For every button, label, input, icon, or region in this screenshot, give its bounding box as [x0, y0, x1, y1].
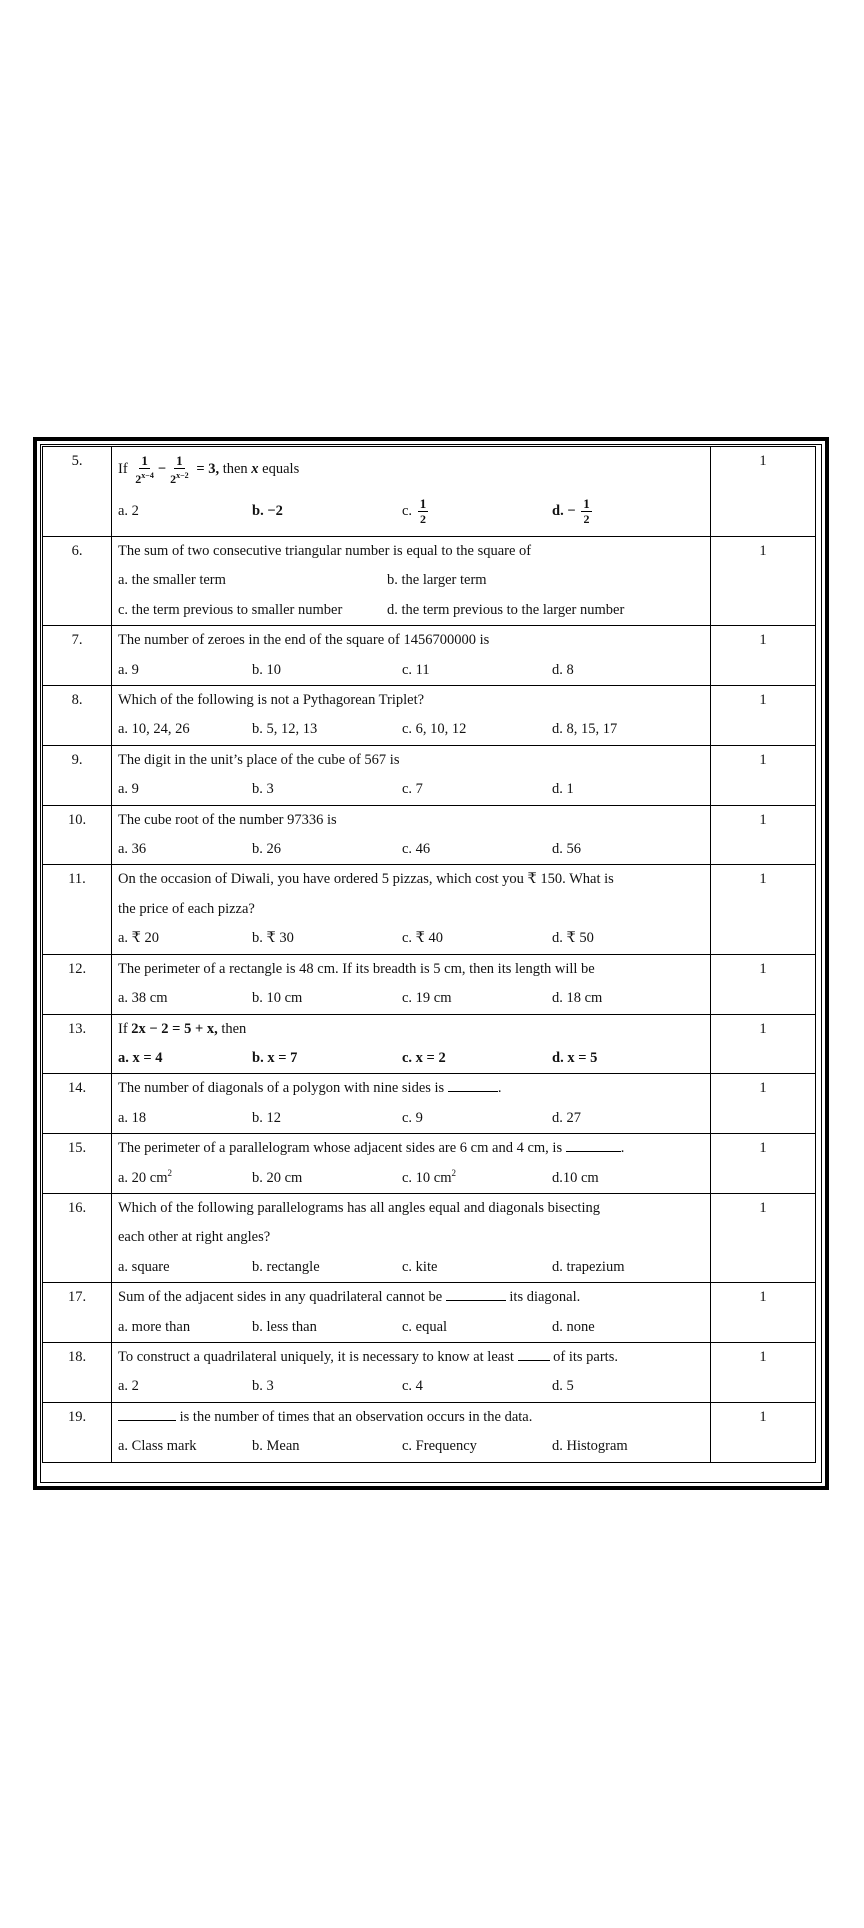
option-a: a. x = 4 — [118, 1049, 163, 1066]
options — [118, 1372, 710, 1401]
option-c: c. 46 — [402, 841, 431, 858]
option-d: d. 5 — [552, 1378, 574, 1395]
option-d: d. the term previous to the larger number — [387, 601, 625, 618]
options — [118, 1164, 710, 1193]
question-text: is the number of times that an observation occurs in the data. — [118, 1403, 710, 1432]
option-b: b. 3 — [252, 1378, 274, 1395]
question-number: 12. — [43, 954, 112, 1014]
question-cell — [112, 447, 711, 537]
fraction: $\frac{1}{2^{x-2}}$ — [170, 452, 189, 486]
questions-table — [42, 446, 816, 1463]
question-number: 19. — [43, 1402, 112, 1462]
question-row-9 — [43, 745, 816, 805]
question-row-13 — [43, 1014, 816, 1074]
option-a: a. Class mark — [118, 1438, 197, 1455]
options — [118, 656, 710, 685]
option-b: b. 20 cm — [252, 1169, 303, 1186]
option-d: d. Histogram — [552, 1438, 628, 1455]
marks: 1 — [711, 1402, 816, 1462]
question-text: If $\frac{1}{2^{x-4}}$ − $\frac{1}{2^{x-2}}$ = 3, then x equals — [118, 452, 300, 486]
question-text: If 2x − 2 = 5 + x, then — [118, 1020, 247, 1037]
answer-blank — [566, 1139, 621, 1152]
question-row-5 — [43, 447, 816, 537]
marks: 1 — [711, 1014, 816, 1074]
option-d: d. 27 — [552, 1109, 581, 1126]
options — [118, 775, 710, 804]
question-number: 15. — [43, 1134, 112, 1194]
question-cell — [112, 626, 711, 686]
option-a: a. 20 $cm^2$ — [118, 1167, 173, 1186]
option-c: c. 10 $cm^2$ — [402, 1167, 457, 1186]
option-a: a. square — [118, 1258, 170, 1275]
marks: 1 — [711, 1193, 816, 1282]
question-text-line-2: the price of each pizza? — [118, 900, 255, 917]
question-cell — [112, 686, 711, 746]
option-b: b. 10 — [252, 661, 281, 678]
options — [118, 1044, 710, 1073]
question-text-line-1: Which of the following parallelograms has all angles equal and diagonals bisecting — [118, 1199, 600, 1216]
marks: 1 — [711, 1074, 816, 1134]
option-b: b. Mean — [252, 1438, 300, 1455]
question-cell — [112, 805, 711, 865]
question-row-19 — [43, 1402, 816, 1462]
question-sheet — [33, 437, 829, 1490]
question-cell — [112, 1283, 711, 1343]
question-cell — [112, 537, 711, 626]
question-text: The perimeter of a parallelogram whose adjacent sides are 6 cm and 4 cm, is . — [118, 1140, 625, 1157]
option-a: a. ₹ 20 — [118, 930, 160, 947]
option-d: d. 56 — [552, 841, 581, 858]
question-number: 6. — [43, 537, 112, 626]
options — [118, 924, 710, 953]
option-c: c. 9 — [402, 1109, 423, 1126]
question-text-line-1: On the occasion of Diwali, you have ordered 5 pizzas, which cost you ₹ 150. What is — [118, 871, 614, 888]
option-a: a. 10, 24, 26 — [118, 721, 190, 738]
option-b: b. less than — [252, 1318, 317, 1335]
question-text: The cube root of the number 97336 is — [118, 811, 337, 828]
question-row-7 — [43, 626, 816, 686]
options — [118, 1253, 710, 1282]
question-number: 14. — [43, 1074, 112, 1134]
option-a: a. more than — [118, 1318, 191, 1335]
option-b: b. 5, 12, 13 — [252, 721, 318, 738]
answer-blank — [446, 1288, 506, 1301]
question-row-16 — [43, 1193, 816, 1282]
option-b: b. 26 — [252, 841, 281, 858]
question-number: 8. — [43, 686, 112, 746]
option-d: d. 8 — [552, 661, 574, 678]
answer-blank — [118, 1408, 176, 1421]
question-cell — [112, 1342, 711, 1402]
question-cell — [112, 865, 711, 954]
question-cell — [112, 1193, 711, 1282]
marks: 1 — [711, 447, 816, 537]
question-number: 11. — [43, 865, 112, 954]
question-cell — [112, 745, 711, 805]
option-c: c. the term previous to smaller number — [118, 601, 343, 618]
option-c: c. equal — [402, 1318, 448, 1335]
marks: 1 — [711, 1134, 816, 1194]
option-b: b. the larger term — [387, 572, 487, 589]
option-d: d. trapezium — [552, 1258, 625, 1275]
option-a: a. 2 — [118, 503, 139, 519]
marks: 1 — [711, 686, 816, 746]
option-c: c. x = 2 — [402, 1049, 446, 1066]
option-d: d. x = 5 — [552, 1049, 598, 1066]
question-row-17 — [43, 1283, 816, 1343]
option-d: d. 18 cm — [552, 990, 603, 1007]
question-number: 7. — [43, 626, 112, 686]
option-a: a. 9 — [118, 661, 139, 678]
marks: 1 — [711, 954, 816, 1014]
marks: 1 — [711, 626, 816, 686]
question-row-11 — [43, 865, 816, 954]
question-number: 16. — [43, 1193, 112, 1282]
options — [118, 835, 710, 864]
option-a: a. 18 — [118, 1109, 147, 1126]
option-b: b. 3 — [252, 781, 274, 798]
option-c: c. kite — [402, 1258, 438, 1275]
options — [118, 1313, 710, 1342]
question-row-10 — [43, 805, 816, 865]
question-number: 5. — [43, 447, 112, 537]
question-cell — [112, 1134, 711, 1194]
answer-blank — [448, 1079, 498, 1092]
question-cell — [112, 1014, 711, 1074]
option-d: d.10 cm — [552, 1169, 599, 1186]
options — [118, 491, 710, 531]
question-number: 9. — [43, 745, 112, 805]
question-text: The digit in the unit’s place of the cube of 567 is — [118, 751, 400, 768]
question-text: To construct a quadrilateral uniquely, it is necessary to know at least of its parts. — [118, 1348, 618, 1365]
option-a: a. 38 cm — [118, 990, 168, 1007]
question-row-6 — [43, 537, 816, 626]
question-row-14 — [43, 1074, 816, 1134]
question-text: Sum of the adjacent sides in any quadrilateral cannot be its diagonal. — [118, 1289, 581, 1306]
question-text: The number of zeroes in the end of the square of 1456700000 is — [118, 632, 490, 649]
option-b: b. rectangle — [252, 1258, 320, 1275]
option-c: c. ₹ 40 — [402, 930, 444, 947]
options — [118, 715, 710, 744]
option-d: d. − $\frac{1}{2}$ — [552, 496, 590, 527]
option-d: d. ₹ 50 — [552, 930, 594, 947]
option-c: c. 19 cm — [402, 990, 452, 1007]
fraction: $\frac{1}{2^{x-4}}$ — [135, 452, 154, 486]
marks: 1 — [711, 865, 816, 954]
option-a: a. 36 — [118, 841, 147, 858]
question-text: The sum of two consecutive triangular number is equal to the square of — [118, 543, 532, 559]
question-row-18 — [43, 1342, 816, 1402]
question-text: The perimeter of a rectangle is 48 cm. If its breadth is 5 cm, then its length will be — [118, 960, 595, 977]
question-row-12 — [43, 954, 816, 1014]
options — [118, 1432, 710, 1461]
question-row-15 — [43, 1134, 816, 1194]
option-b: b. −2 — [252, 503, 283, 519]
option-c: c. $\frac{1}{2}$ — [402, 496, 427, 527]
option-c: c. Frequency — [402, 1438, 477, 1455]
option-c: c. 11 — [402, 661, 430, 678]
option-b: b. 12 — [252, 1109, 281, 1126]
question-cell — [112, 1074, 711, 1134]
options — [118, 566, 710, 625]
marks: 1 — [711, 537, 816, 626]
marks: 1 — [711, 1342, 816, 1402]
option-d: d. 8, 15, 17 — [552, 721, 618, 738]
question-number: 13. — [43, 1014, 112, 1074]
question-number: 18. — [43, 1342, 112, 1402]
options — [118, 984, 710, 1013]
question-row-8 — [43, 686, 816, 746]
option-a: a. the smaller term — [118, 572, 226, 589]
option-b: b. x = 7 — [252, 1049, 298, 1066]
question-cell — [112, 954, 711, 1014]
question-cell — [112, 1402, 711, 1462]
equation: 2x − 2 = 5 + x, — [131, 1020, 218, 1037]
marks: 1 — [711, 1283, 816, 1343]
options — [118, 1104, 710, 1133]
option-a: a. 2 — [118, 1378, 139, 1395]
option-d: d. 1 — [552, 781, 574, 798]
question-number: 17. — [43, 1283, 112, 1343]
question-number: 10. — [43, 805, 112, 865]
option-a: a. 9 — [118, 781, 139, 798]
question-text: The number of diagonals of a polygon with nine sides is . — [118, 1080, 502, 1097]
answer-blank — [518, 1348, 550, 1361]
question-text: Which of the following is not a Pythagorean Triplet? — [118, 692, 425, 709]
question-text-line-2: each other at right angles? — [118, 1229, 271, 1246]
option-c: c. 4 — [402, 1378, 423, 1395]
option-c: c. 7 — [402, 781, 423, 798]
option-b: b. 10 cm — [252, 990, 303, 1007]
option-d: d. none — [552, 1318, 595, 1335]
marks: 1 — [711, 745, 816, 805]
option-b: b. ₹ 30 — [252, 930, 294, 947]
option-c: c. 6, 10, 12 — [402, 721, 467, 738]
marks: 1 — [711, 805, 816, 865]
